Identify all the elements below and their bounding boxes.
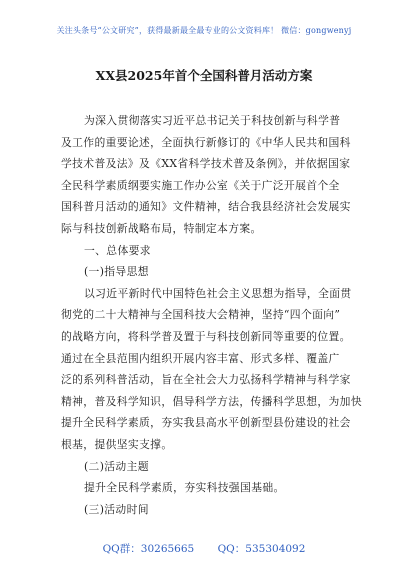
body-line: 及工作的重要论述，全面执行新修订的《中华人民共和国科 — [61, 135, 351, 149]
subsection-heading: (一)指导思想 — [84, 265, 149, 279]
header-note: 关注头条号“公文研究”，获得最新最全最专业的公文资料库！ 微信：gongwenyj — [56, 26, 352, 35]
document-body — [61, 110, 362, 520]
footer-qq-group: QQ群：30265665 — [102, 543, 195, 555]
section-heading: 一、总体要求 — [84, 243, 151, 257]
body-line: 泛的系列科普活动，旨在全社会大力弘扬科学精神与科学家 — [61, 373, 351, 387]
subsection-heading: (二)活动主题 — [84, 459, 149, 473]
footer-qq-number: QQ：535304092 — [217, 543, 306, 555]
body-line: 提升全民科学素质，夯实我县高水平创新型县份建设的社会 — [61, 416, 351, 430]
body-line: 提升全民科学素质，夯实科技强国基础。 — [84, 481, 285, 495]
body-line: 通过在全县范围内组织开展内容丰富、形式多样、覆盖广 — [61, 351, 340, 365]
footer-contact — [0, 541, 408, 556]
body-line: 国科普月活动的通知》文件精神，结合我县经济社会发展实 — [61, 200, 351, 214]
body-line: 彻党的二十大精神与全国科技大会精神，坚持“四个面向” — [61, 308, 341, 322]
body-line: 的战略方向，将科学普及置于与科技创新同等重要的位置。 — [61, 329, 351, 343]
body-line: 根基，提供坚实支撑。 — [61, 437, 173, 451]
body-line: 为深入贯彻落实习近平总书记关于科技创新与科学普 — [84, 114, 341, 127]
body-line: 以习近平新时代中国特色社会主义思想为指导，全面贯 — [84, 286, 352, 300]
body-line: 精神，普及科学知识，倡导科学方法，传播科学思想，为加快 — [61, 394, 362, 408]
body-line: 际与科技创新战略布局，特制定本方案。 — [61, 221, 262, 235]
subsection-heading: (三)活动时间 — [84, 502, 149, 516]
document-title: XX县2025年首个全国科普月活动方案 — [95, 68, 313, 83]
body-line: 学技术普及法》及《XX省科学技术普及条例》，并依据国家 — [61, 157, 351, 171]
body-line: 全民科学素质纲要实施工作办公室《关于广泛开展首个全 — [61, 178, 340, 192]
